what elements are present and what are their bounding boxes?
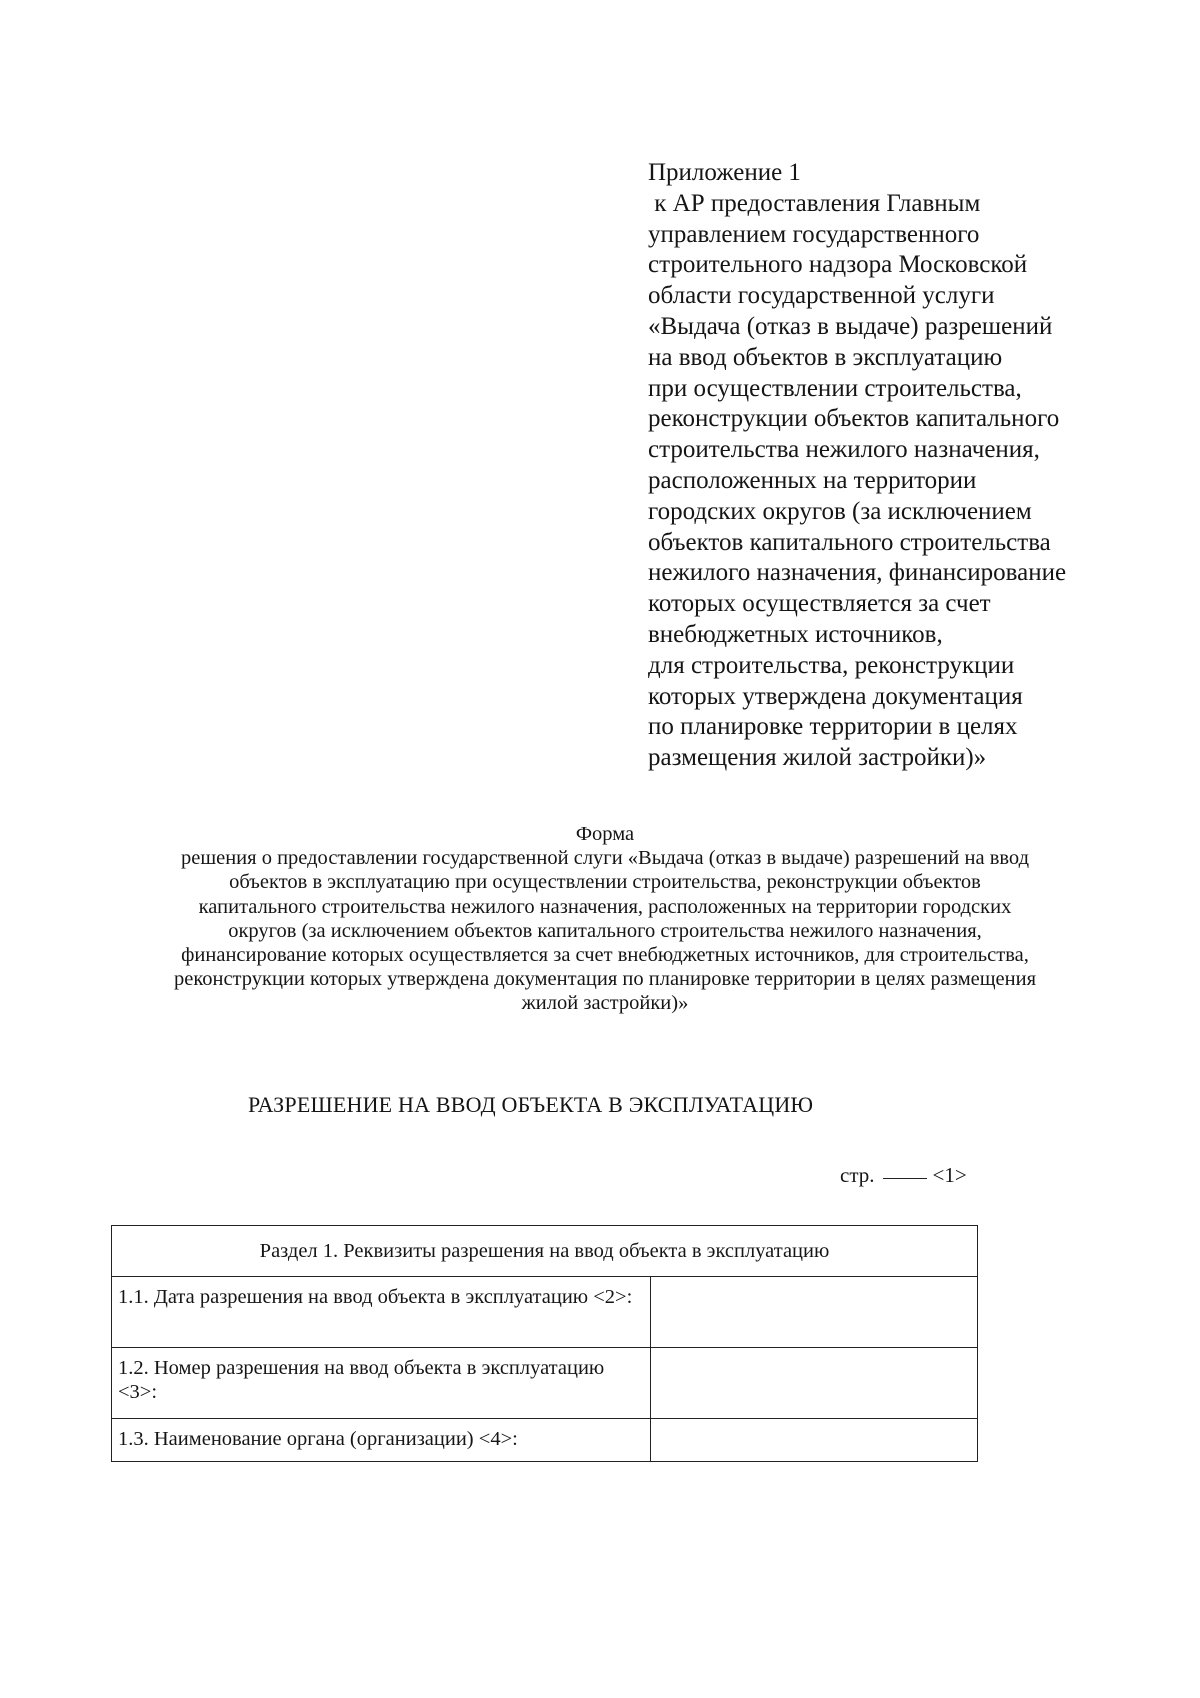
appendix-line: которых осуществляется за счет <box>648 590 991 618</box>
appendix-line: для строительства, реконструкции <box>648 651 1015 679</box>
page-number-blank[interactable] <box>883 1178 927 1179</box>
appendix-line: строительства нежилого назначения, <box>648 436 1040 464</box>
field-label-date: 1.1. Дата разрешения на ввод объекта в эксплуатацию <2>: <box>112 1277 651 1348</box>
appendix-line: «Выдача (отказ в выдаче) разрешений <box>648 312 1053 340</box>
appendix-line: управлением государственного <box>648 220 980 248</box>
appendix-line: на ввод объектов в эксплуатацию <box>648 343 1003 371</box>
appendix-line: области государственной услуги <box>648 282 995 310</box>
form-heading-line: реконструкции которых утверждена документация по планировке территории в целях размещения <box>173 968 1037 991</box>
form-heading-line: объектов в эксплуатацию при осуществлении строительства, реконструкции объектов <box>229 871 981 894</box>
appendix-line: городских округов (за исключением <box>648 497 1032 525</box>
form-heading-line: Форма <box>575 823 635 845</box>
table-header-row <box>112 1226 978 1277</box>
appendix-line: расположенных на территории <box>648 466 977 494</box>
appendix-line: нежилого назначения, финансирование <box>648 559 1067 587</box>
appendix-line: к АР предоставления Главным <box>648 189 981 217</box>
field-label-number: 1.2. Номер разрешения на ввод объекта в эксплуатацию <3>: <box>112 1348 651 1419</box>
appendix-line: которых утверждена документация <box>648 682 1023 710</box>
form-heading-line: решения о предоставлении государственной слуги «Выдача (отказ в выдаче) разрешений на ввод <box>180 847 1030 870</box>
appendix-line: Приложение 1 <box>648 159 801 186</box>
form-heading <box>110 822 1100 1016</box>
field-value-organization[interactable] <box>651 1419 978 1462</box>
form-heading-line: округов (за исключением объектов капитального строительства нежилого назначения, <box>228 919 982 942</box>
field-value-date[interactable] <box>651 1277 978 1348</box>
appendix-line: размещения жилой застройки)» <box>648 744 987 772</box>
field-value-number[interactable] <box>651 1348 978 1419</box>
form-heading-line: жилой застройки)» <box>521 992 689 1015</box>
form-heading-line: финансирование которых осуществляется за счет внебюджетных источников, для строительства, <box>181 944 1029 967</box>
appendix-line: строительного надзора Московской <box>648 251 1028 279</box>
section-1-header: Раздел 1. Реквизиты разрешения на ввод объекта в эксплуатацию <box>112 1226 978 1277</box>
table-row <box>112 1348 978 1419</box>
page-ref-footnote: <1> <box>932 1163 967 1187</box>
table-row <box>112 1419 978 1462</box>
appendix-line: объектов капитального строительства <box>648 528 1051 556</box>
form-heading-line: капитального строительства нежилого назначения, расположенных на территории городских <box>198 895 1012 918</box>
section-1-table <box>111 1225 978 1462</box>
appendix-note <box>648 158 1128 774</box>
appendix-line: при осуществлении строительства, <box>648 374 1022 402</box>
appendix-line: реконструкции объектов капитального <box>648 405 1060 433</box>
table-row <box>112 1277 978 1348</box>
field-label-organization: 1.3. Наименование органа (организации) <4>: <box>112 1419 651 1462</box>
document-title: РАЗРЕШЕНИЕ НА ВВОД ОБЪЕКТА В ЭКСПЛУАТАЦИЮ <box>248 1092 814 1117</box>
appendix-line: внебюджетных источников, <box>648 620 943 648</box>
appendix-line: по планировке территории в целях <box>648 713 1018 741</box>
page-reference <box>840 1163 967 1188</box>
page-ref-prefix: стр. <box>840 1163 875 1187</box>
